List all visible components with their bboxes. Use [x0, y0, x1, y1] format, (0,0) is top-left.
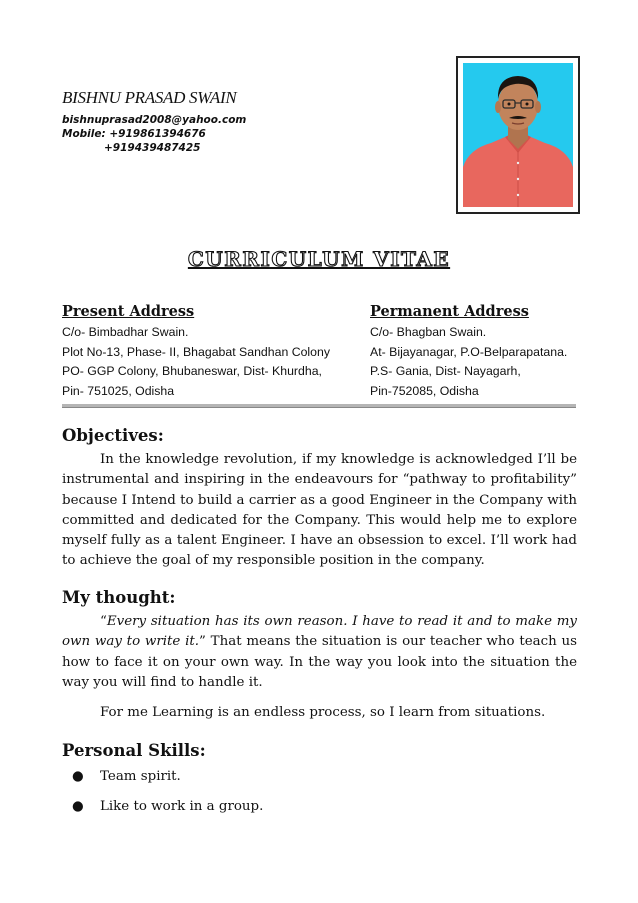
- permanent-address-heading: Permanent Address: [370, 303, 529, 320]
- list-item: [62, 797, 577, 817]
- open-quote: “: [100, 614, 107, 629]
- present-address: [62, 302, 330, 401]
- address-line: Pin- 751025, Odisha: [62, 383, 175, 398]
- address-line: Pin-752085, Odisha: [370, 383, 479, 398]
- address-line: At- Bijayanagar, P.O-Belparapatana.: [370, 344, 568, 359]
- bullet-icon: ●: [72, 769, 84, 784]
- thought-quote: Every situation has its own reason. I have to read it and to make my own way to write it.: [62, 614, 577, 650]
- mobile-secondary: +919439487425: [104, 142, 201, 154]
- person-portrait-icon: [463, 63, 573, 207]
- address-line: Plot No-13, Phase- II, Bhagabat Sandhan Colony: [62, 344, 330, 359]
- permanent-address: [370, 302, 567, 401]
- skill-text: Like to work in a group.: [100, 799, 264, 814]
- close-quote: ”: [199, 634, 206, 650]
- skill-text: Team spirit.: [100, 769, 181, 784]
- section-divider: [62, 404, 576, 408]
- email: bishnuprasad2008@yahoo.com: [62, 114, 247, 126]
- address-line: P.S- Gania, Dist- Nayagarh,: [370, 364, 521, 378]
- thought-text: [62, 612, 577, 693]
- document-title: CURRICULUM VITAE: [187, 247, 451, 271]
- thought-explanation: That means the situation is our teacher who teach us how to face it on your own way. In the way you look into the situation the way you will find to handle it.: [62, 634, 578, 690]
- present-address-heading: Present Address: [62, 303, 195, 320]
- address-line: PO- GGP Colony, Bhubaneswar, Dist- Khurdha,: [62, 364, 322, 378]
- profile-photo-frame: [456, 56, 580, 214]
- address-line: C/o- Bimbadhar Swain.: [62, 325, 189, 339]
- bullet-icon: ●: [72, 799, 84, 814]
- objectives-section: [62, 424, 577, 572]
- profile-photo: [463, 63, 573, 207]
- skills-section: [62, 739, 577, 827]
- list-item: [62, 767, 577, 787]
- contact-block: [62, 113, 246, 155]
- candidate-name: BISHNU PRASAD SWAIN: [62, 88, 237, 107]
- thought-heading: My thought:: [62, 588, 176, 607]
- skills-heading: Personal Skills:: [62, 741, 206, 760]
- skills-list: [62, 767, 577, 817]
- mobile-primary: Mobile: +919861394676: [62, 128, 206, 140]
- objectives-text: In the knowledge revolution, if my knowledge is acknowledged I’ll be instrumental and inspiring in the endeavours for “pathway to profitability” because I Intend to build a carrier as a good Engineer in the Company with committed and dedicated for the Company. This would help me to explore myself fully as a talent Engineer. I have an obsession to excel. I’ll work had to achieve the goal of my responsible position in the company.: [62, 452, 577, 569]
- learning-text: For me Learning is an endless process, so I learn from situations.: [100, 705, 546, 721]
- address-line: C/o- Bhagban Swain.: [370, 325, 487, 339]
- thought-section: [62, 586, 577, 723]
- objectives-heading: Objectives:: [62, 426, 164, 445]
